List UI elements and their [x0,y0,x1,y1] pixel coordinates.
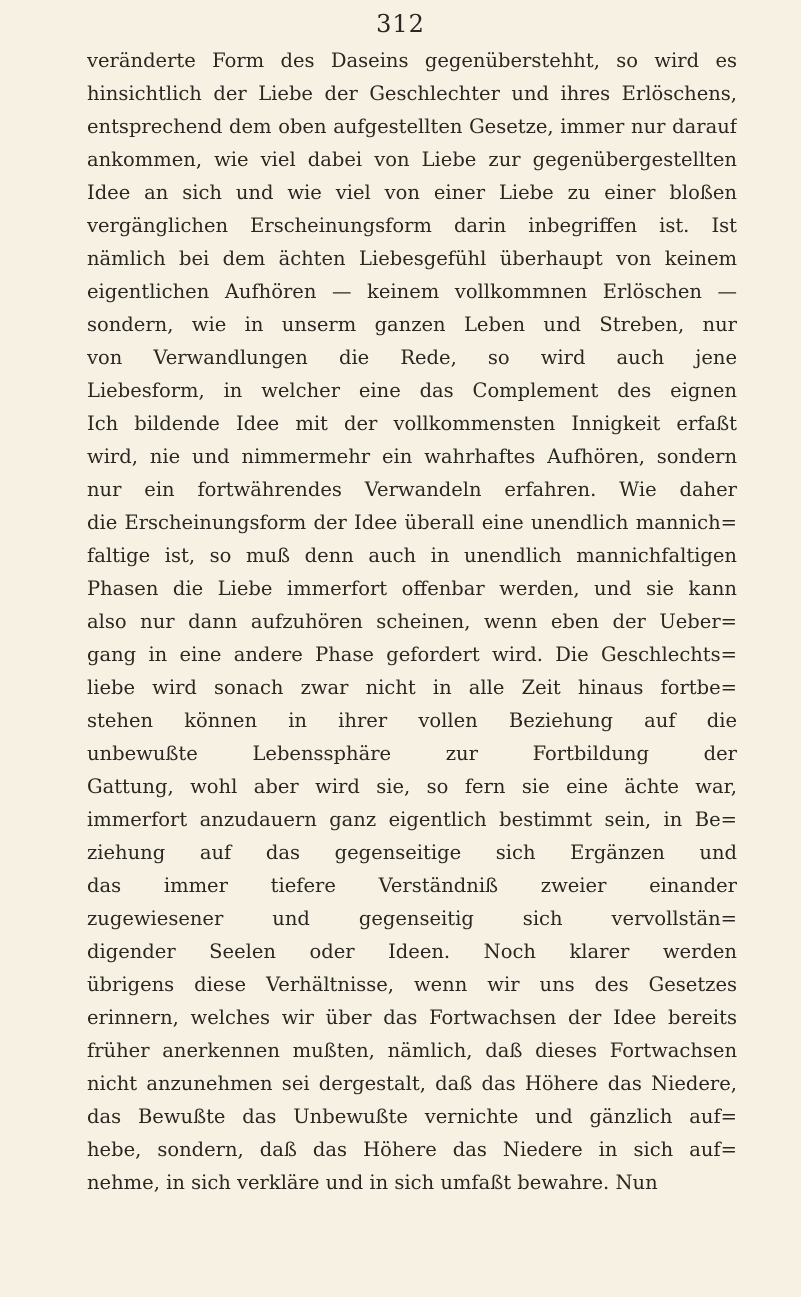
text-line: digender Seelen oder Ideen. Noch klarer werden [87,940,737,963]
body-text [87,44,737,1199]
text-line: übrigens diese Verhältnisse, wenn wir uns des Gesetzes [87,973,737,996]
text-line: das Bewußte das Unbewußte vernichte und gänzlich auf= [87,1105,737,1128]
text-line: Gattung, wohl aber wird sie, so fern sie eine ächte war, [87,775,737,798]
text-line: die Erscheinungsform der Idee überall eine unendlich mannich= [87,511,737,534]
text-line: erinnern, welches wir über das Fortwachsen der Idee bereits [87,1006,737,1029]
text-line: Liebesform, in welcher eine das Complement des eignen [87,379,737,402]
text-line: Ich bildende Idee mit der vollkommensten Innigkeit erfaßt [87,412,737,435]
page-number: 312 [376,10,425,38]
text-line: ziehung auf das gegenseitige sich Ergänzen und [87,841,737,864]
text-line: zugewiesener und gegenseitig sich vervollstän= [87,907,737,930]
text-line: entsprechend dem oben aufgestellten Gesetze, immer nur darauf [87,115,737,138]
text-line: von Verwandlungen die Rede, so wird auch jene [87,346,737,369]
text-line: stehen können in ihrer vollen Beziehung auf die [87,709,737,732]
text-line: veränderte Form des Daseins gegenüberstehht, so wird es [87,49,737,72]
text-line: hinsichtlich der Liebe der Geschlechter und ihres Erlöschens, [87,82,737,105]
text-line: früher anerkennen mußten, nämlich, daß dieses Fortwachsen [87,1039,737,1062]
text-line: vergänglichen Erscheinungsform darin inbegriffen ist. Ist [87,214,737,237]
text-line: nicht anzunehmen sei dergestalt, daß das Höhere das Niedere, [87,1072,737,1095]
text-line: faltige ist, so muß denn auch in unendlich mannichfaltigen [87,544,737,567]
text-line: nämlich bei dem ächten Liebesgefühl überhaupt von keinem [87,247,737,270]
text-line: sondern, wie in unserm ganzen Leben und Streben, nur [87,313,737,336]
text-line: das immer tiefere Verständniß zweier einander [87,874,737,897]
text-line: wird, nie und nimmermehr ein wahrhaftes Aufhören, sondern [87,445,737,468]
text-line: liebe wird sonach zwar nicht in alle Zeit hinaus fortbe= [87,676,737,699]
text-line: Phasen die Liebe immerfort offenbar werden, und sie kann [87,577,737,600]
text-line: nehme, in sich verkläre und in sich umfaßt bewahre. Nun [87,1171,658,1194]
text-line: nur ein fortwährendes Verwandeln erfahren. Wie daher [87,478,737,501]
text-line: hebe, sondern, daß das Höhere das Niedere in sich auf= [87,1138,737,1161]
text-line: ankommen, wie viel dabei von Liebe zur gegenübergestellten [87,148,737,171]
text-line: unbewußte Lebenssphäre zur Fortbildung der [87,742,737,765]
text-line: also nur dann aufzuhören scheinen, wenn eben der Ueber= [87,610,737,633]
text-line: gang in eine andere Phase gefordert wird. Die Geschlechts= [87,643,737,666]
text-line: Idee an sich und wie viel von einer Liebe zu einer bloßen [87,181,737,204]
text-line: immerfort anzudauern ganz eigentlich bestimmt sein, in Be= [87,808,737,831]
text-line: eigentlichen Aufhören — keinem vollkommnen Erlöschen — [87,280,737,303]
